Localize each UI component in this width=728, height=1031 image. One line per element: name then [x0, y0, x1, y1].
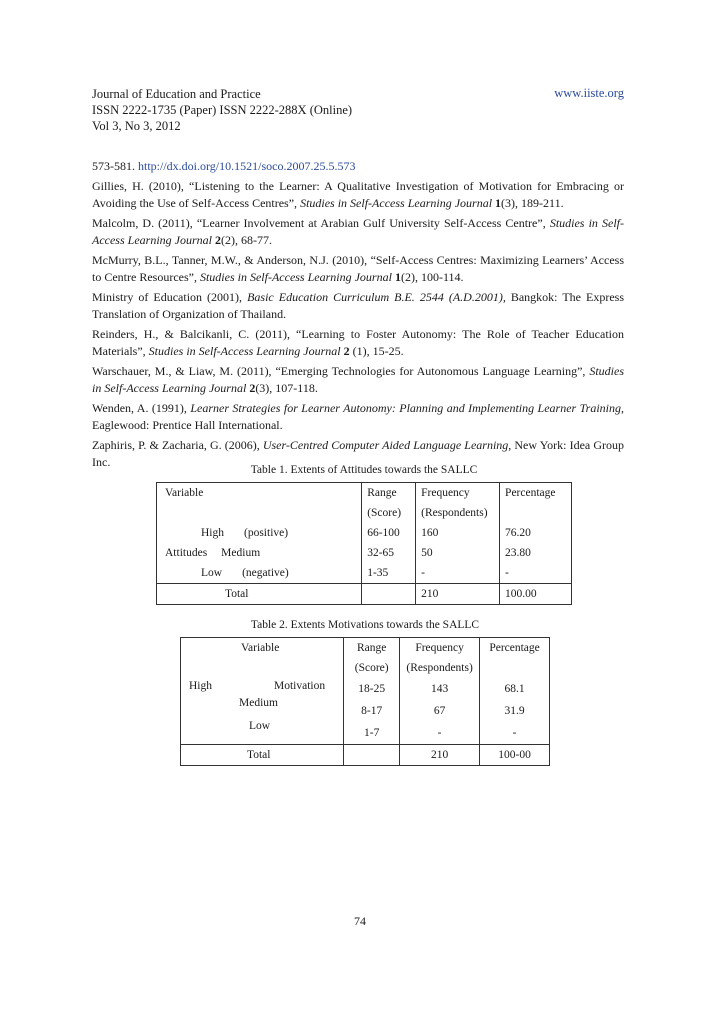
page-number: 74 [354, 914, 366, 928]
header-frequency: Frequency (Respondents) [416, 483, 500, 524]
reference-entry: Gillies, H. (2010), “Listening to the Learner: A Qualitative Investigation of Motivation for Embracing or Avoiding the Use of Self-Access Centres”, Studies in Self-Access Learning Journal 1(3), 189-211. [92, 178, 624, 210]
journal-url-link[interactable]: www.iiste.org [554, 86, 624, 100]
journal-title: Journal of Education and Practice [92, 87, 261, 101]
volume-line: Vol 3, No 3, 2012 [92, 119, 181, 133]
reference-entry: Malcolm, D. (2011), “Learner Involvement at Arabian Gulf University Self-Access Centre”, Studies in Self-Access Learning Journal 2(2), 68-77. [92, 215, 624, 247]
row-labels: High Motivation Medium Low [181, 678, 344, 745]
header-variable: Variable [165, 487, 204, 499]
row-labels: High (positive) Attitudes Medium Low (negative) [157, 523, 362, 584]
issn-line: ISSN 2222-1735 (Paper) ISSN 2222-288X (Online) [92, 103, 353, 117]
header-percentage: Percentage [500, 483, 572, 524]
range-values: 66-100 32-65 1-35 [362, 523, 416, 584]
table-total-row: Total 210 100-00 [181, 745, 550, 766]
table-body-rows [157, 523, 572, 584]
reference-entry: Ministry of Education (2001), Basic Education Curriculum B.E. 2544 (A.D.2001), Bangkok: The Express Translation of Organization of Thailand. [92, 289, 624, 321]
table-total-row: Total 210 100.00 [157, 584, 572, 605]
percentage-values: 68.1 31.9 - [480, 678, 550, 745]
table-header-row [181, 638, 550, 679]
motivations-table [180, 637, 550, 766]
header-variable: Variable [241, 642, 280, 654]
header-range: Range (Score) [344, 638, 400, 679]
percentage-values: 76.20 23.80 - [500, 523, 572, 584]
doi-link[interactable]: http://dx.doi.org/10.1521/soco.2007.25.5.573 [138, 159, 356, 173]
table-body-rows [181, 678, 550, 745]
table-header-row [157, 483, 572, 524]
range-values: 18-25 8-17 1-7 [344, 678, 400, 745]
header-range: Range (Score) [362, 483, 416, 524]
frequency-values: 160 50 - [416, 523, 500, 584]
frequency-values: 143 67 - [400, 678, 480, 745]
attitudes-table [156, 482, 572, 605]
header-percentage: Percentage [480, 638, 550, 679]
reference-entry: Wenden, A. (1991), Learner Strategies for Learner Autonomy: Planning and Implementing Learner Training, Eaglewood: Prentice Hall International. [92, 400, 625, 432]
references-list [92, 158, 624, 474]
table1-caption: Table 1. Extents of Attitudes towards the SALLC [250, 464, 478, 476]
reference-entry: Reinders, H., & Balcikanli, C. (2011), “Learning to Foster Autonomy: The Role of Teacher Education Materials”, Studies in Self-Access Learning Journal 2 (1), 15-25. [92, 326, 624, 358]
reference-entry: Zaphiris, P. & Zacharia, G. (2006), User-Centred Computer Aided Language Learning, New York: Idea Group Inc. [92, 437, 624, 469]
reference-entry: 573-581. http://dx.doi.org/10.1521/soco.2007.25.5.573 [92, 159, 356, 173]
header-frequency: Frequency (Respondents) [400, 638, 480, 679]
table2-caption: Table 2. Extents Motivations towards the SALLC [250, 619, 480, 631]
reference-entry: McMurry, B.L., Tanner, M.W., & Anderson, N.J. (2010), “Self-Access Centres: Maximizing Learners’ Access to Centre Resources”, Studies in Self-Access Learning Journal 1(2), 100-114. [92, 252, 624, 284]
reference-entry: Warschauer, M., & Liaw, M. (2011), “Emerging Technologies for Autonomous Language Learning”, Studies in Self-Access Learning Journal 2(3), 107-118. [92, 363, 624, 395]
